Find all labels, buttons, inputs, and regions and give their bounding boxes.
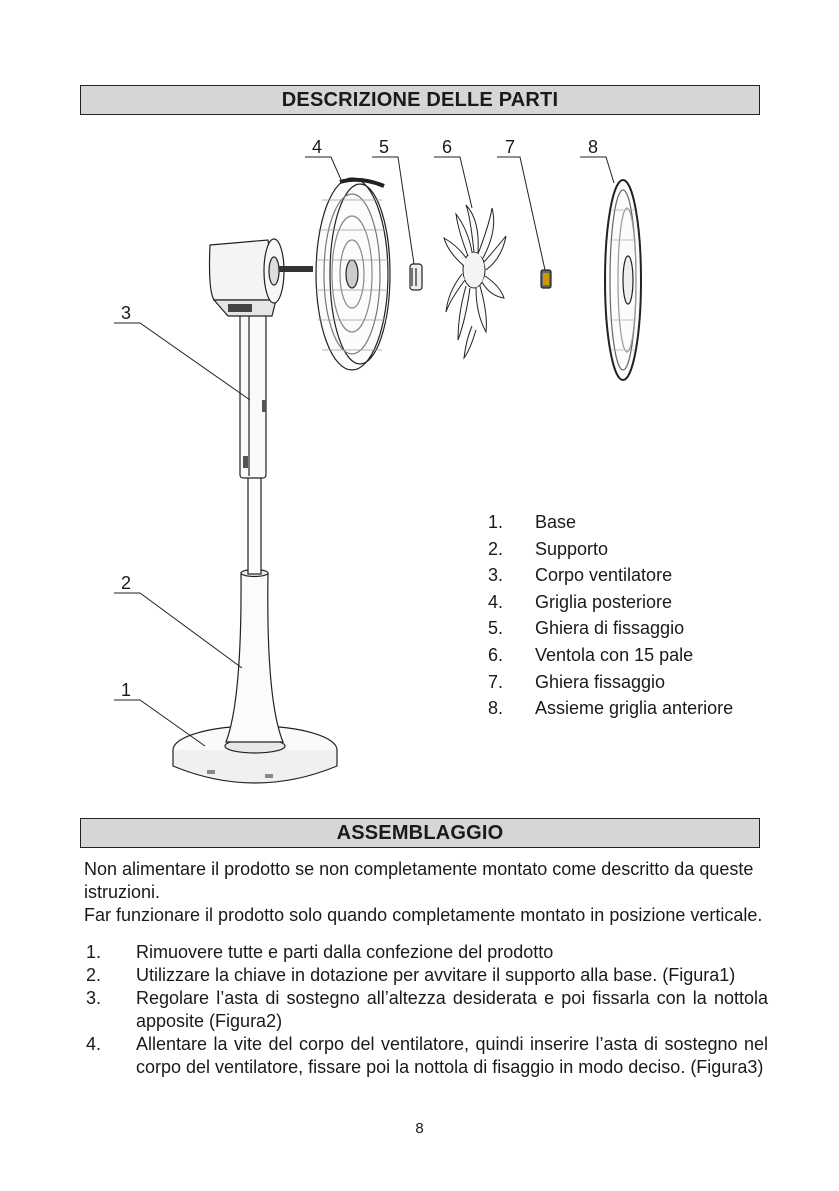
legend-label: Griglia posteriore: [535, 591, 673, 612]
front-grille: [605, 180, 641, 380]
legend-label: Ghiera fissaggio: [535, 671, 666, 692]
legend-label: Corpo ventilatore: [535, 565, 673, 586]
callout-2: 2: [120, 573, 132, 593]
step-number: 3.: [86, 988, 102, 1008]
legend-number: 4.: [488, 591, 504, 612]
section-title: DESCRIZIONE DELLE PARTI: [281, 88, 559, 111]
step-number: 1.: [86, 942, 102, 962]
legend-label: Ghiera di fissaggio: [535, 618, 685, 639]
step-item: [86, 964, 768, 987]
step-item: [86, 987, 768, 1033]
legend-item: [488, 642, 733, 669]
legend-number: 5.: [488, 618, 504, 639]
step-text: Allentare la vite del corpo del ventilatore, quindi inserire l’asta di sostegno nel corpo del ventilatore, fissare poi la nottola di fisaggio in modo deciso. (Figura3): [136, 1034, 768, 1077]
section-header-assembly: [80, 818, 760, 848]
fixing-nut: [410, 264, 422, 290]
legend-number: 6.: [488, 644, 504, 665]
callout-1: 1: [120, 680, 132, 700]
callout-8: 8: [587, 137, 599, 157]
assembly-intro: [84, 858, 768, 927]
legend-number: 7.: [488, 671, 504, 692]
legend-item: [488, 695, 733, 722]
fan-support: [226, 476, 283, 742]
legend-item: [488, 589, 733, 616]
callout-6: 6: [441, 137, 453, 157]
step-item: [86, 1033, 768, 1079]
callout-7: 7: [504, 137, 516, 157]
section-header-parts: [80, 85, 760, 115]
legend-number: 8.: [488, 698, 504, 719]
legend-item: [488, 536, 733, 563]
legend-number: 2.: [488, 538, 504, 559]
legend-label: Supporto: [535, 538, 609, 559]
callout-4: 4: [311, 137, 323, 157]
legend-item: [488, 669, 733, 696]
fixing-ring: [541, 270, 551, 288]
intro-paragraph: Non alimentare il prodotto se non completamente montato come descritto da queste istruzioni.: [84, 859, 754, 902]
legend-item: [488, 509, 733, 536]
callout-5: 5: [378, 137, 390, 157]
section-title: ASSEMBLAGGIO: [336, 821, 504, 844]
parts-legend: [488, 509, 733, 722]
legend-item: [488, 615, 733, 642]
legend-label: Ventola con 15 pale: [535, 644, 694, 665]
callout-3: 3: [120, 303, 132, 323]
step-text: Rimuovere tutte e parti dalla confezione del prodotto: [136, 942, 554, 962]
page-number: 8: [415, 1120, 424, 1137]
legend-label: Assieme griglia anteriore: [535, 698, 734, 719]
legend-item: [488, 562, 733, 589]
rear-grille: [316, 178, 390, 370]
legend-number: 1.: [488, 512, 504, 532]
step-number: 2.: [86, 965, 102, 985]
intro-paragraph: Far funzionare il prodotto solo quando completamente montato in posizione verticale.: [84, 905, 763, 925]
assembly-steps: [86, 941, 768, 1079]
step-text: Regolare l’asta di sostegno all’altezza desiderata e poi fissarla con la nottola apposite (Figura2): [136, 988, 768, 1031]
legend-label: Base: [535, 512, 577, 532]
step-number: 4.: [86, 1034, 102, 1054]
step-item: [86, 941, 768, 964]
fan-motor-body: [210, 239, 314, 478]
step-text: Utilizzare la chiave in dotazione per avvitare il supporto alla base. (Figura1): [136, 965, 736, 985]
legend-number: 3.: [488, 565, 504, 586]
fan-blades: [444, 205, 506, 358]
